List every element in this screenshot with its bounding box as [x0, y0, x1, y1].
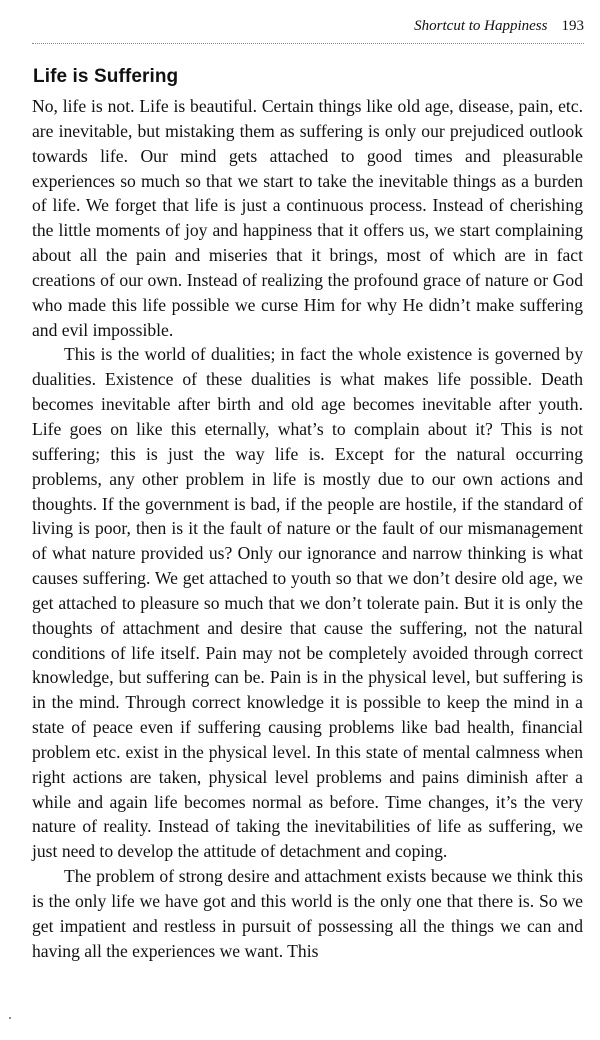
body-text: [32, 94, 583, 964]
page-number: 193: [561, 18, 584, 34]
running-header: [414, 16, 584, 36]
running-title: Shortcut to Happiness: [414, 18, 548, 34]
header-dotted-rule: [32, 43, 584, 44]
section-heading: Life is Suffering: [33, 66, 179, 87]
paragraph-3: The problem of strong desire and attachment exists because we think this is the only life we have got and this world is the only one that there is. So we get impatient and restless in pursuit of possessing all the things we can and having all the experiences we want. This: [32, 866, 583, 961]
margin-speck: [9, 1017, 11, 1019]
paragraph-2: This is the world of dualities; in fact the whole existence is governed by dualities. Existence of these dualities is what makes life possible. Death becomes inevitable after birth and old age becomes inevitable after youth. Life goes on like this eternally, what’s to complain about it? This is not suffering; this is just the way life is. Except for the natural occurring problems, any other problem in life is mostly due to our own actions and thoughts. If the government is bad, if the people are hostile, if the standard of living is poor, then is it the fault of nature or the fault of our mismanagement of what nature provided us? Only our ignorance and narrow thinking is what causes suffering. We get attached to youth so that we don’t desire old age, we get attached to pleasure so much that we don’t tolerate pain. But it is only the thoughts of attachment and desire that cause the suffering, not the natural conditions of life itself. Pain may not be completely avoided through correct knowledge, but suffering can be. Pain is in the physical level, but suffering is in the mind. Through correct knowledge it is possible to keep the mind in a state of peace even if suffering causing problems like bad health, financial problem etc. exist in the physical level. In this state of mental calmness when right actions are taken, physical level problems and pains diminish after a while and again life becomes normal as before. Time changes, it’s the very nature of reality. Instead of taking the inevitabilities of life as suffering, we just need to develop the attitude of detachment and coping.: [32, 344, 583, 862]
paragraph-1: No, life is not. Life is beautiful. Certain things like old age, disease, pain, etc. are inevitable, but mistaking them as suffering is only our prejudiced outlook towards life. Our mind gets attached to good times and pleasurable experiences so much so that we start to take the inevitable things as a burden of life. We forget that life is just a continuous process. Instead of cherishing the little moments of joy and happiness that it offers us, we start complaining about all the pain and miseries that it brings, most of which are in fact creations of our own. Instead of realizing the profound grace of nature or God who made this life possible we curse Him for why He didn’t make suffering and evil impossible.: [32, 96, 583, 340]
